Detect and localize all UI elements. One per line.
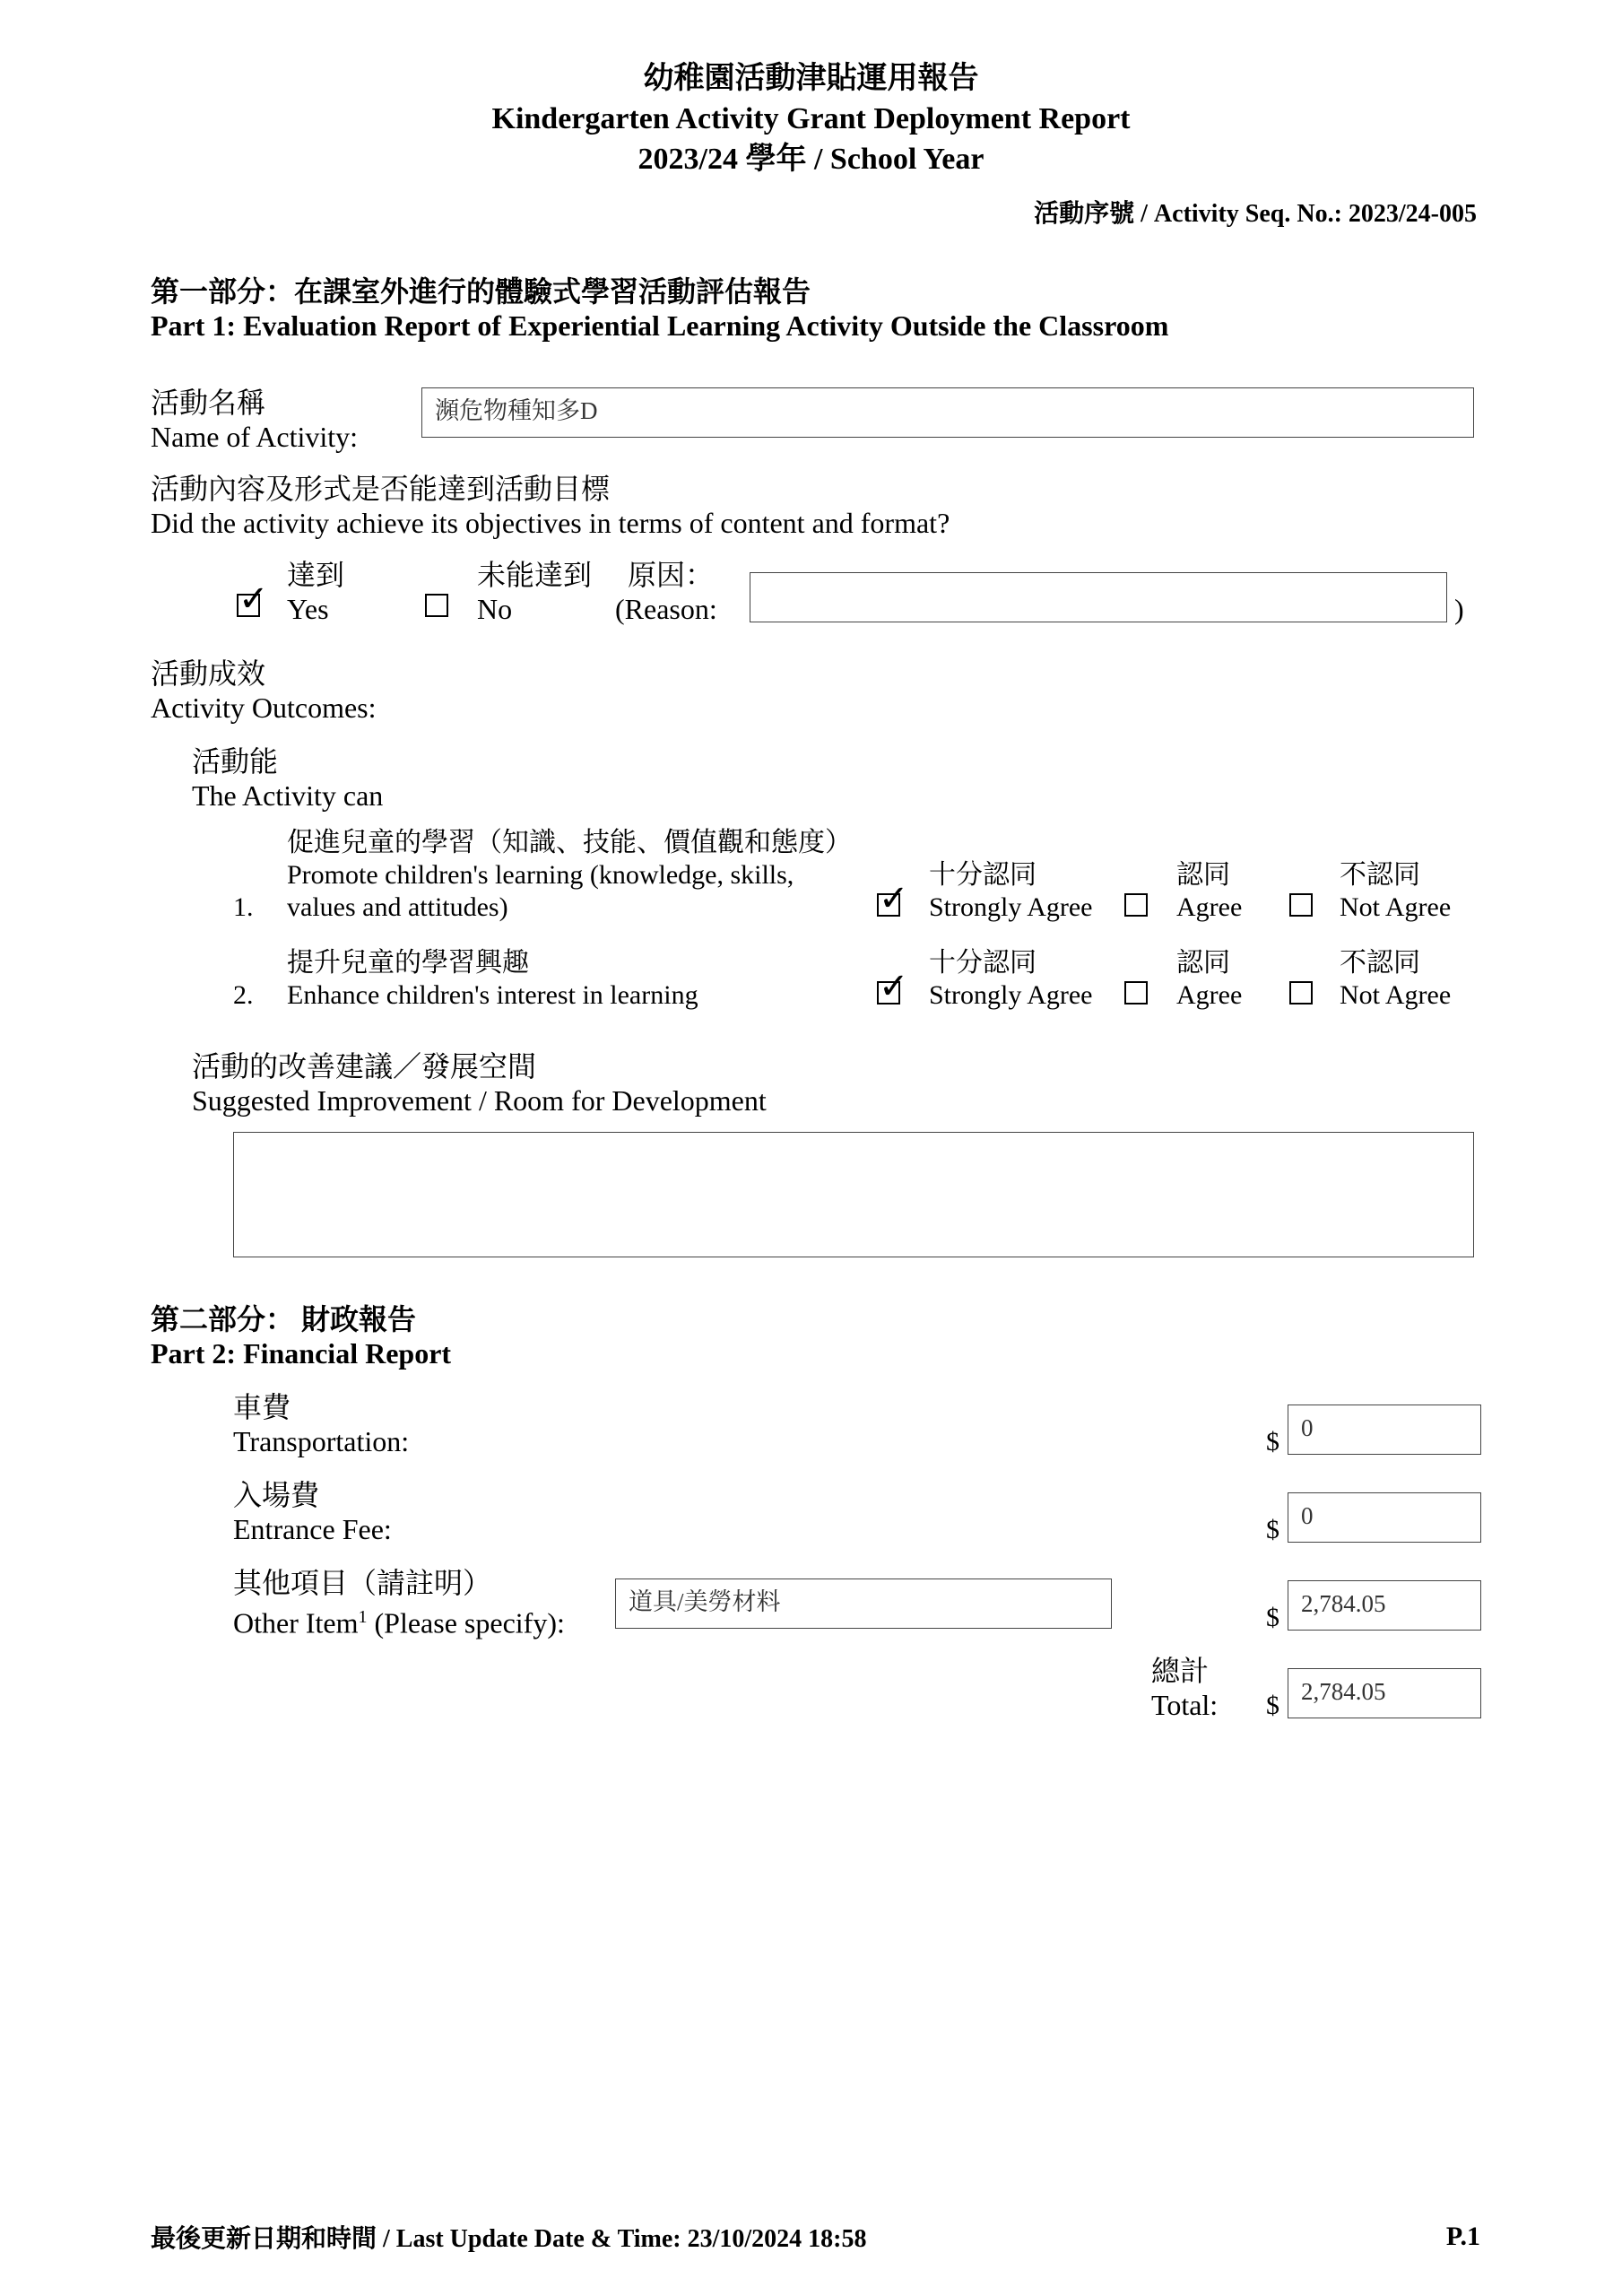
- reason-field[interactable]: [750, 572, 1447, 622]
- total-label-zh: 總計: [1151, 1655, 1210, 1687]
- other-label-en: [233, 1600, 565, 1640]
- other-label-post: (Please specify):: [367, 1606, 565, 1639]
- strongly-agree-zh: 十分認同: [929, 860, 1037, 890]
- check-icon: ✓: [239, 578, 269, 620]
- activity-can-zh: 活動能: [192, 745, 279, 778]
- no-checkbox[interactable]: [425, 594, 448, 617]
- total-label-en: Total:: [1151, 1689, 1219, 1721]
- entrance-label-en: Entrance Fee:: [233, 1513, 392, 1545]
- check-icon: ✓: [879, 878, 909, 919]
- activity-can-en: The Activity can: [192, 779, 384, 812]
- objectives-question-en: Did the activity achieve its objectives in terms of content and format?: [151, 507, 950, 539]
- dollar-sign: $: [1266, 1691, 1279, 1720]
- part2-heading-en: Part 2: Financial Report: [151, 1337, 452, 1370]
- item1-en-line2: values and attitudes): [287, 892, 508, 922]
- item1-not-agree-checkbox[interactable]: [1289, 893, 1313, 917]
- school-year: 2023/24 學年 / School Year: [638, 143, 984, 176]
- other-label-zh: 其他項目（請註明）: [233, 1567, 492, 1599]
- page-number: P.1: [1445, 2222, 1480, 2251]
- total-amount-field[interactable]: 2,784.05: [1288, 1668, 1481, 1718]
- item1-en-line1: Promote children's learning (knowledge, skills,: [287, 860, 794, 890]
- activity-name-label-en: Name of Activity:: [151, 421, 359, 453]
- yes-label-zh: 達到: [287, 559, 345, 591]
- dollar-sign: $: [1266, 1427, 1279, 1457]
- part1-heading-zh: 第一部分：在課室外進行的體驗式學習活動評估報告: [151, 275, 811, 308]
- reason-label-zh: 原因：: [628, 559, 715, 591]
- part2-heading-zh: 第二部分： 財政報告: [151, 1303, 417, 1335]
- item2-en: Enhance children's interest in learning: [287, 980, 698, 1010]
- yes-checkbox[interactable]: [237, 578, 269, 620]
- activity-name-field[interactable]: 瀕危物種知多D: [421, 387, 1474, 438]
- item1-zh: 促進兒童的學習（知識、技能、價值觀和態度）: [287, 828, 852, 857]
- agree-en: Agree: [1176, 980, 1243, 1010]
- transport-label-en: Transportation:: [233, 1425, 410, 1457]
- improvement-label-zh: 活動的改善建議／發展空間: [192, 1050, 537, 1083]
- agree-zh: 認同: [1176, 860, 1230, 890]
- transport-amount-field[interactable]: 0: [1288, 1405, 1481, 1455]
- title-en: Kindergarten Activity Grant Deployment Report: [491, 102, 1131, 135]
- item2-zh: 提升兒童的學習興趣: [287, 948, 529, 978]
- item2-not-agree-checkbox[interactable]: [1289, 981, 1313, 1004]
- agree-en: Agree: [1176, 892, 1243, 922]
- activity-seq-no: 活動序號 / Activity Seq. No.: 2023/24-005: [1034, 200, 1477, 228]
- last-update: 最後更新日期和時間 / Last Update Date & Time: 23/10/2024 18:58: [151, 2225, 867, 2253]
- not-agree-zh: 不認同: [1340, 948, 1420, 978]
- objectives-question-zh: 活動內容及形式是否能達到活動目標: [151, 473, 611, 505]
- check-icon: ✓: [879, 966, 909, 1007]
- agree-zh: 認同: [1176, 948, 1230, 978]
- not-agree-zh: 不認同: [1340, 860, 1420, 890]
- entrance-amount-field[interactable]: 0: [1288, 1492, 1481, 1543]
- other-label-pre: Other Item: [233, 1606, 359, 1639]
- item2-strongly-agree-checkbox[interactable]: [877, 966, 909, 1007]
- strongly-agree-zh: 十分認同: [929, 948, 1037, 978]
- item1-agree-checkbox[interactable]: [1124, 893, 1148, 917]
- dollar-sign: $: [1266, 1515, 1279, 1544]
- reason-close-paren: ): [1454, 593, 1464, 625]
- no-label-zh: 未能達到: [477, 559, 593, 591]
- other-amount-field[interactable]: 2,784.05: [1288, 1580, 1481, 1631]
- part1-heading-en: Part 1: Evaluation Report of Experiential Learning Activity Outside the Classroom: [151, 309, 1169, 342]
- item2-number: 2.: [233, 980, 254, 1010]
- entrance-label-zh: 入場費: [233, 1479, 320, 1511]
- improvement-field[interactable]: [233, 1132, 1474, 1257]
- strongly-agree-en: Strongly Agree: [929, 892, 1093, 922]
- reason-label-en: (Reason:: [615, 593, 717, 625]
- title-zh: 幼稚園活動津貼運用報告: [643, 62, 979, 95]
- outcomes-label-en: Activity Outcomes:: [151, 691, 377, 724]
- improvement-label-en: Suggested Improvement / Room for Development: [192, 1084, 767, 1117]
- not-agree-en: Not Agree: [1340, 892, 1452, 922]
- item1-strongly-agree-checkbox[interactable]: [877, 878, 909, 919]
- not-agree-en: Not Agree: [1340, 980, 1452, 1010]
- other-specify-field[interactable]: 道具/美勞材料: [615, 1578, 1112, 1629]
- strongly-agree-en: Strongly Agree: [929, 980, 1093, 1010]
- transport-label-zh: 車費: [233, 1391, 291, 1423]
- item1-number: 1.: [233, 892, 254, 922]
- outcomes-label-zh: 活動成效: [151, 657, 266, 690]
- activity-name-label-zh: 活動名稱: [151, 387, 266, 419]
- yes-label-en: Yes: [287, 593, 329, 625]
- dollar-sign: $: [1266, 1603, 1279, 1632]
- item2-agree-checkbox[interactable]: [1124, 981, 1148, 1004]
- footnote-marker: 1: [358, 1607, 368, 1627]
- no-label-en: No: [477, 593, 513, 625]
